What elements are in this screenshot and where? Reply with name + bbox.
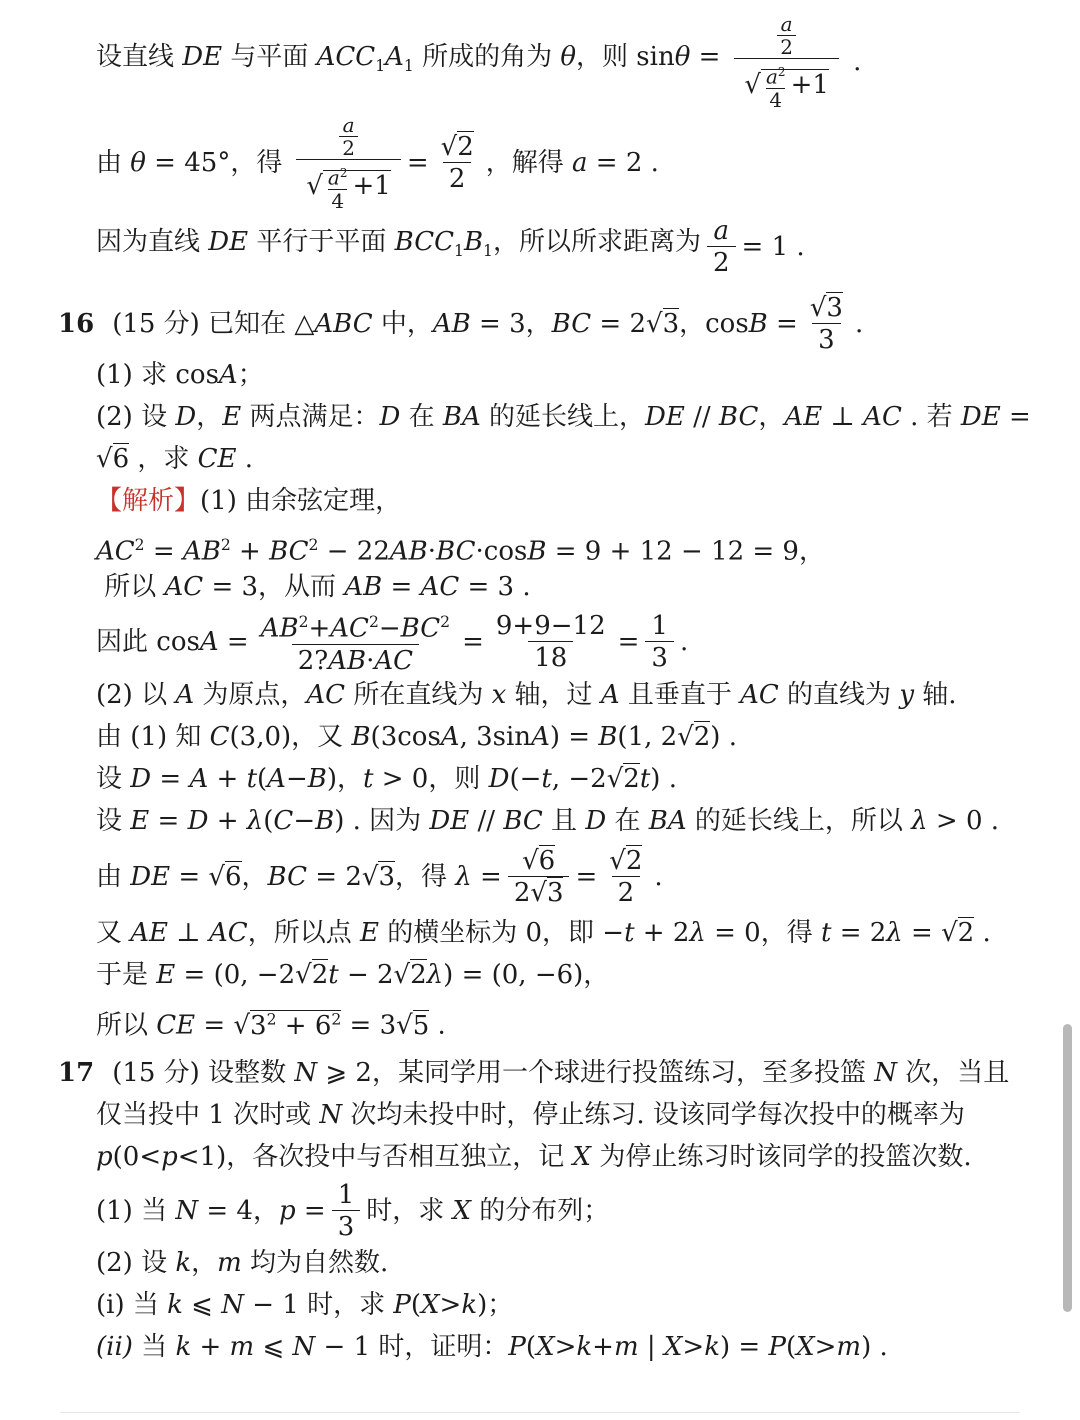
question-16: 16 (15 分) 已知在 △ABC 中，AB = 3，BC = 2√3，cosB = $\frac{√3}{3}$ . [58, 292, 864, 355]
sub-question-2-i: (i) 当 k ⩽ N − 1 时，求 P(X>k)； [96, 1290, 514, 1320]
sub-question-2: (2) 设 k，m 均为自然数. [96, 1248, 389, 1278]
text-line: 于是 E = (0, −2√2t − 2√2λ) = (0, −6)， [96, 960, 610, 990]
fraction: $\frac{√2}{2}$ [440, 131, 474, 194]
text-line: 设 E = D + λ(C−B) . 因为 DE // BC 且 D 在 BA 的延长线上，所以 λ > 0 . [96, 806, 1000, 836]
text-line: 由 (1) 知 C(3,0)，又 B(3cosA, 3sinA) = B(1, 2√2) . [96, 722, 737, 752]
footer-rule [60, 1412, 1020, 1413]
text-line: 由 DE = √6，BC = 2√3，得 λ = $\frac{√6}{2√3}$ = $\frac{√2}{2}$ . [96, 845, 663, 908]
fraction: $\frac{a}{2}$ √ $\frac{a^2}{4}$ +1 [296, 114, 400, 212]
question-number: 17 [58, 1058, 95, 1088]
sub-question-1: (1) 求 cosA； [96, 360, 264, 390]
fraction: $\frac{1}{3}$ [645, 611, 674, 674]
sub-question-2-ii: (ii) 当 k + m ⩽ N − 1 时，证明：P(X>k+m | X>k) = P(X>m) . [96, 1332, 888, 1362]
text-line: 仅当投中 1 次时或 N 次均未投中时，停止练习. 设该同学每次投中的概率为 [96, 1100, 965, 1130]
sub-question-1: (1) 当 N = 4，p = $\frac{1}{3}$ 时，求 X 的分布列； [96, 1179, 610, 1242]
text-line: 设直线 DE 与平面 $ACC_1A_1$ 所成的角为 θ，则 sinθ = $\frac{a}{2}$ √ $\frac{a^2}{4}$ +1 . [96, 12, 862, 112]
sub-question-2: (2) 设 D，E 两点满足：D 在 BA 的延长线上，DE // BC，AE ⊥ AC . 若 DE = [96, 402, 1031, 432]
question-17: 17 (15 分) 设整数 N ⩾ 2，某同学用一个球进行投篮练习，至多投篮 N 次，当且 [58, 1058, 1010, 1088]
fraction: $\frac{AB^2+AC^2-BC^2}{2?AB\cdot AC}$ [260, 613, 451, 676]
sin-theta-statement: 设直线 DE 与平面 $ACC_1A_1$ 所成的角为 θ，则 sinθ = [96, 42, 721, 76]
fraction: $\frac{9+9-12}{18}$ [495, 610, 606, 673]
fraction: $\frac{a}{2}$ √ $\frac{a^2}{4}$ +1 [734, 13, 838, 111]
vertical-scrollbar[interactable] [1063, 1024, 1072, 1312]
text-line: 由 θ = 45°，得 $\frac{a}{2}$ √ $\frac{a^2}{4}$ +1 = $\frac{√2}{2}$ ，解得 a = 2 . [96, 113, 659, 213]
text-line: 所以 AC = 3，从而 AB = AC = 3 . [96, 572, 531, 602]
text-line: 设 D = A + t(A−B)，t > 0，则 D(−t, −2√2t) . [96, 764, 677, 794]
text-line: p(0<p<1)，各次投中与否相互独立，记 X 为停止练习时该同学的投篮次数. [96, 1142, 972, 1172]
fraction: $\frac{1}{3}$ [332, 1180, 361, 1243]
fraction: $\frac{√3}{3}$ [809, 292, 843, 355]
text-line: 所以 CE = $√3^2 + 6^2 = 3√5$ . [96, 1010, 446, 1041]
solution-tag: 【解析】 [96, 486, 201, 516]
text-line: $AC^2 = AB^2 + BC^2 - 22AB\cdot BC\cdot\cos B = 9 + 12 - 12 = 9$， [96, 536, 825, 567]
solution-header: 【解析】 (1) 由余弦定理， [96, 486, 402, 516]
question-number: 16 [58, 309, 95, 339]
text-line: 又 AE ⊥ AC，所以点 E 的横坐标为 0，即 −t + 2λ = 0，得 t = 2λ = √2 . [96, 918, 991, 948]
text-line: 因此 cosA = $\frac{AB^2+AC^2-BC^2}{2?AB\cdot AC}$ = $\frac{9+9-12}{18}$ = $\frac{1}{3}$ . [96, 612, 1010, 672]
text-line: √6 ，求 CE . [96, 444, 254, 474]
fraction: $\frac{√2}{2}$ [609, 845, 643, 908]
fraction: $\frac{a}{2}$ [707, 216, 736, 279]
text-line: 因为直线 DE 平行于平面 $BCC_1B_1$，所以所求距离为 $\frac{a}{2}$ = 1 . [96, 215, 805, 278]
fraction: $\frac{√6}{2√3}$ [508, 846, 570, 909]
text-line: (2) 以 A 为原点，AC 所在直线为 x 轴，过 A 且垂直于 AC 的直线为 y 轴. [96, 680, 957, 710]
